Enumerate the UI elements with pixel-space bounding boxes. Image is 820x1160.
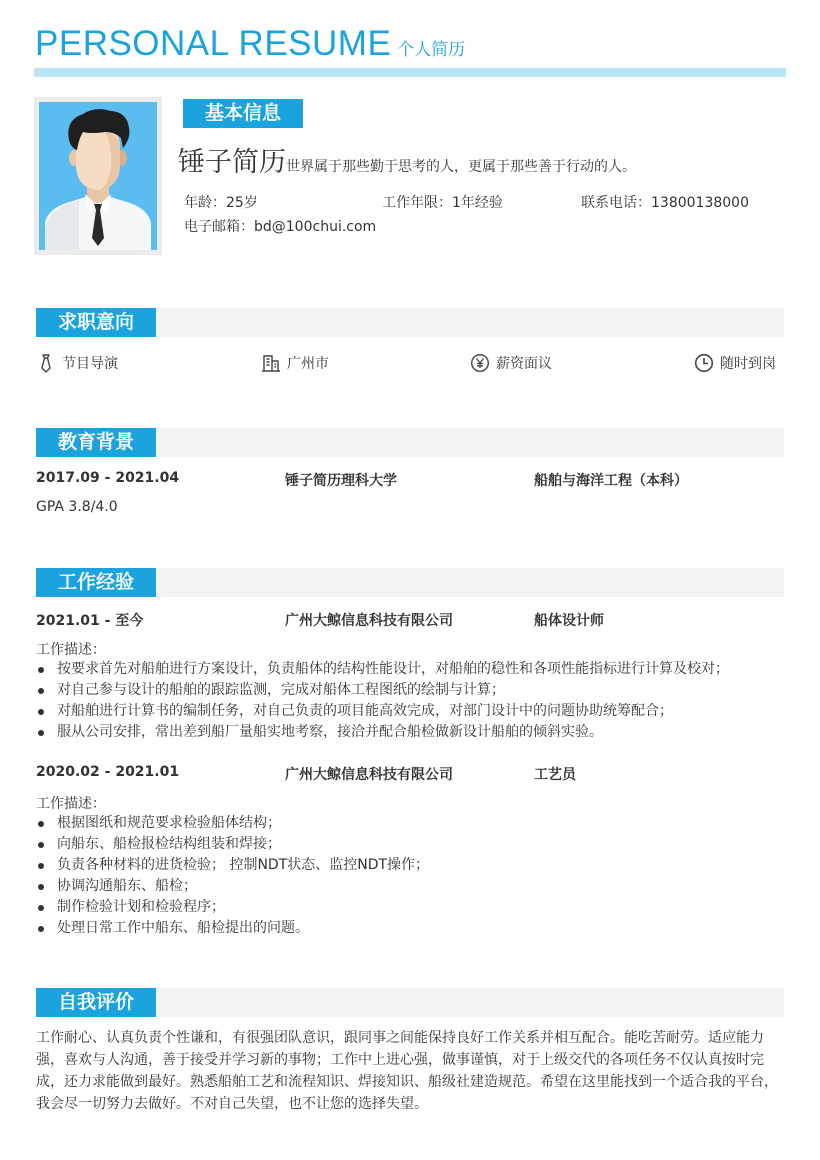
info-email: 电子邮箱：bd@100chui.com <box>184 219 377 235</box>
intent-salary-label: 薪资面议 <box>496 356 552 372</box>
intent-item-city <box>261 352 329 374</box>
job-bullet-list <box>36 813 429 939</box>
list-item: 协调沟通船东、船检； <box>36 876 429 897</box>
education-period: 2017.09 - 2021.04 <box>36 470 180 486</box>
list-item: 对自己参与设计的船舶的跟踪监测，完成对船体工程图纸的绘制与计算； <box>36 680 729 701</box>
name-line <box>178 140 636 179</box>
job-title: 船体设计师 <box>534 613 604 629</box>
self-evaluation-text: 工作耐心、认真负责个性谦和，有很强团队意识，跟同事之间能保持良好工作关系并相互配合。能吃苦耐劳。适应能力强，喜欢与人沟通，善于接受并学习新的事物；工作中上进心强，做事谨慎，对于上级交代的各项任务不仅认真按时完成，还力求能做到最好。熟悉船舶工艺和流程知识、焊接知识、船级社建造规范。希望在这里能找到一个适合我的平台，我会尽一切努力去做好。不对自己失望，也不让您的选择失望。 <box>36 1030 778 1112</box>
section-tag-education: 教育背景 <box>36 428 156 457</box>
intent-item-salary <box>470 352 552 374</box>
list-item: 服从公司安排，常出差到船厂量船实地考察，接洽并配合船检做新设计船舶的倾斜实验。 <box>36 722 729 743</box>
intent-availability-label: 随时到岗 <box>720 356 776 372</box>
section-tag-basic-info: 基本信息 <box>183 99 303 128</box>
job-company: 广州大鲸信息科技有限公司 <box>285 613 453 629</box>
header-divider <box>34 68 786 77</box>
info-years: 工作年限：1年经验 <box>382 195 503 211</box>
list-item: 向船东、船检报检结构组装和焊接； <box>36 834 429 855</box>
resume-title <box>35 24 465 68</box>
intent-item-availability <box>694 352 776 374</box>
section-header-education <box>36 428 784 457</box>
list-item: 根据图纸和规范要求检验船体结构； <box>36 813 429 834</box>
clock-icon <box>694 353 714 373</box>
education-gpa: GPA 3.8/4.0 <box>36 499 118 515</box>
list-item: 制作检验计划和检验程序； <box>36 897 429 918</box>
motto: 世界属于那些勤于思考的人，更属于那些善于行动的人。 <box>286 159 636 175</box>
section-header-self <box>36 988 784 1017</box>
intent-item-position <box>36 352 118 374</box>
info-age: 年龄：25岁 <box>184 195 258 211</box>
yen-icon <box>470 353 490 373</box>
info-phone: 联系电话：13800138000 <box>581 195 749 211</box>
title-english: PERSONAL RESUME <box>35 24 392 63</box>
job-desc-label: 工作描述： <box>36 796 106 812</box>
building-icon <box>261 353 281 373</box>
candidate-name: 锤子简历 <box>178 147 286 178</box>
job-bullet-list <box>36 659 729 743</box>
list-item: 按要求首先对船舶进行方案设计，负责船体的结构性能设计，对船舶的稳性和各项性能指标进行计算及校对； <box>36 659 729 680</box>
section-header-work <box>36 568 784 597</box>
section-tag-work: 工作经验 <box>36 568 156 597</box>
intent-city-label: 广州市 <box>287 356 329 372</box>
section-tag-self: 自我评价 <box>36 988 156 1017</box>
section-tag-intent: 求职意向 <box>36 308 156 337</box>
intent-position-label: 节目导演 <box>62 356 118 372</box>
tie-icon <box>36 353 56 373</box>
list-item: 处理日常工作中船东、船检提出的问题。 <box>36 918 429 939</box>
education-major: 船舶与海洋工程（本科） <box>534 473 688 489</box>
avatar <box>34 97 162 255</box>
job-period: 2021.01 - 至今 <box>36 613 144 629</box>
job-title: 工艺员 <box>534 767 576 783</box>
list-item: 对船舶进行计算书的编制任务，对自己负责的项目能高效完成，对部门设计中的问题协助统筹配合； <box>36 701 729 722</box>
title-chinese: 个人简历 <box>397 40 466 60</box>
avatar-illustration <box>39 102 157 250</box>
job-period: 2020.02 - 2021.01 <box>36 764 180 780</box>
job-company: 广州大鲸信息科技有限公司 <box>285 767 453 783</box>
section-header-intent <box>36 308 784 337</box>
list-item: 负责各种材料的进货检验； 控制NDT状态、监控NDT操作； <box>36 855 429 876</box>
job-desc-label: 工作描述： <box>36 642 106 658</box>
education-school: 锤子简历理科大学 <box>285 473 397 489</box>
